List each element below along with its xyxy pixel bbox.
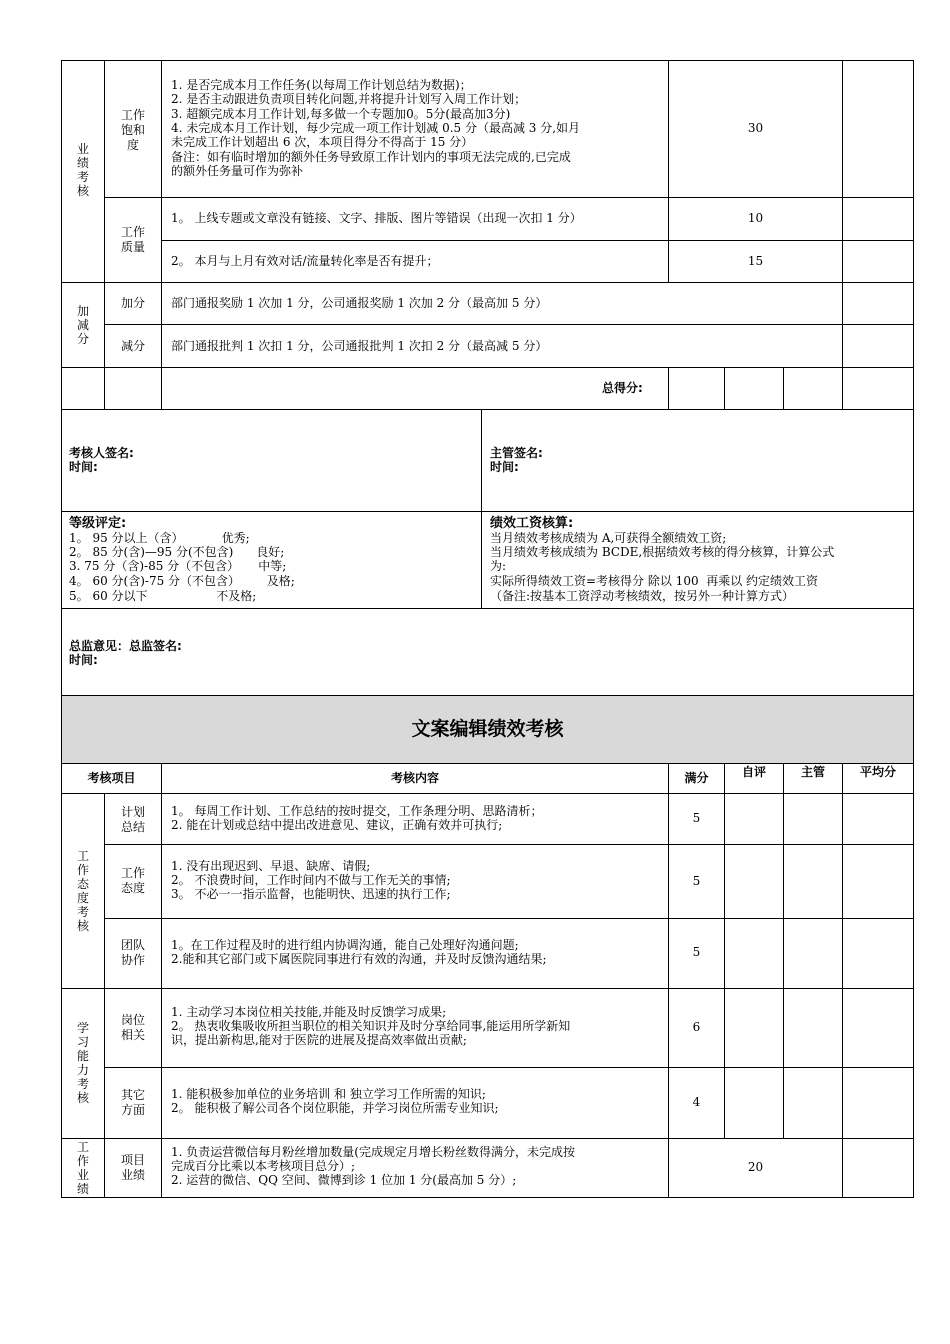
rule [842,60,843,410]
content-line: 2.能和其它部门或下属医院同事进行有效的沟通，并及时反馈沟通结果; [171,952,547,966]
rule [161,240,914,241]
rule [61,793,914,794]
rule [61,367,914,368]
rule [668,763,669,1198]
quality-item-1: 1。 上线专题或文章没有链接、文字、排版、图片等错误（出现一次扣 1 分） [171,211,582,225]
content-line: 3. 超额完成本月工作计划,每多做一个专题加0。5分(最高加3分) [171,107,511,121]
salary-line: 当月绩效考核成绩为 A,可获得全额绩效工资; [490,531,727,545]
assessor-time: 时间: [69,460,98,474]
quality-label: 工作 质量 [120,225,145,254]
salary-line: 为: [490,559,507,573]
grading-level: 1。 95 分以上（含） 优秀; [69,531,250,545]
content-line: 识，提出新构思,能对于医院的进展及提高效率做出贡献; [171,1033,467,1047]
rule [842,763,843,1198]
rule [61,60,62,1198]
header-item: 考核项目 [87,771,136,785]
rule [161,763,162,1198]
team-label: 团队 协作 [120,938,145,967]
rule [104,793,105,1198]
rule [61,409,914,410]
penalty-label: 减分 [120,339,145,353]
rule [61,282,914,283]
content-line: 2. 是否主动跟进负责项目转化问题,并将提升计划写入周工作计划； [171,92,527,106]
supervisor-signature: 主管签名: [490,446,543,460]
rule [104,1067,914,1068]
rule [61,608,914,609]
grading-title: 等级评定: [69,516,127,531]
post-score: 6 [692,1020,701,1034]
saturation-score: 30 [747,121,764,135]
grading-level: 2。 85 分(含)—95 分(不包含) 良好; [69,545,285,559]
director-signature: 总监意见：总监签名: [69,639,182,653]
grading-level: 3. 75 分（含)-85 分（不包含） 中等; [69,559,287,573]
rule [104,918,914,919]
grading-level: 4。 60 分(含)-75 分（不包含） 及格; [69,574,295,588]
attitude-group-label: 工作态度考核 [76,849,89,933]
content-line: 1. 能积极参加单位的业务培训 和 独立学习工作所需的知识; [171,1087,486,1101]
learning-group-label: 学习能力考核 [76,1021,89,1105]
content-line: 1。在工作过程及时的进行组内协调沟通，能自己处理好沟通问题; [171,938,519,952]
content-line: 3。 不必一一指示监督，也能明快、迅速的执行工作; [171,887,451,901]
content-line: 的额外任务量可作为弥补 [171,164,304,178]
content-line: 完成百分比乘以本考核项目总分）; [171,1159,356,1173]
content-line: 4. 未完成本月工作计划，每少完成一项工作计划减 0.5 分（最高减 3 分,如月 [171,121,581,135]
content-line: 1. 负责运营微信每月粉丝增加数量(完成规定月增长粉丝数得满分，未完成按 [171,1145,575,1159]
quality-item-2: 2。 本月与上月有效对话/流量转化率是否有提升； [171,254,439,268]
rule [783,367,784,410]
perf-group-label: 业绩考核 [76,142,89,198]
rule [104,324,914,325]
salary-line: 实际所得绩效工资=考核得分 除以 100 再乘以 约定绩效工资 [490,574,819,588]
director-time: 时间: [69,653,98,667]
rule [481,409,482,609]
salary-line: （备注:按基本工资浮动考核绩效，按另外一种计算方式） [490,589,795,603]
content-line: 2. 能在计划或总结中提出改进意见、建议，正确有效并可执行; [171,818,503,832]
rule [668,367,669,410]
salary-title: 绩效工资核算: [490,516,574,531]
plan-label: 计划 总结 [120,805,145,834]
header-self: 自评 [741,765,766,779]
rule [104,60,105,410]
header-content: 考核内容 [390,771,439,785]
attitude-score: 5 [692,874,701,888]
content-line: 2. 运营的微信、QQ 空间、微博到诊 1 位加 1 分(最高加 5 分）; [171,1173,517,1187]
content-line: 1. 没有出现迟到、早退、缺席、请假; [171,859,371,873]
quality-score-1: 10 [747,211,764,225]
rule [668,60,669,282]
supervisor-time: 时间: [490,460,519,474]
content-line: 2。 能积极了解公司各个岗位职能，并学习岗位所需专业知识; [171,1101,499,1115]
plan-score: 5 [692,811,701,825]
rule [61,1197,914,1198]
saturation-label: 工作 饱和 度 [120,108,145,152]
rule [913,60,914,1198]
rule [61,988,914,989]
penalty-text: 部门通报批判 1 次扣 1 分，公司通报批判 1 次扣 2 分（最高减 5 分） [171,339,548,353]
content-line: 1. 是否完成本月工作任务(以每周工作计划总结为数据)； [171,78,472,92]
project-label: 项目 业绩 [120,1153,145,1182]
header-full-score: 满分 [684,771,709,785]
attitude-label: 工作 态度 [120,866,145,895]
post-label: 岗位 相关 [120,1013,145,1042]
rule [724,367,725,410]
bonus-text: 部门通报奖励 1 次加 1 分，公司通报奖励 1 次加 2 分（最高加 5 分） [171,296,548,310]
rule [61,511,914,512]
other-score: 4 [692,1095,701,1109]
team-score: 5 [692,945,701,959]
header-average: 平均分 [859,765,896,779]
rule [104,197,914,198]
content-line: 2。 热衷收集吸收所担当职位的相关知识并及时分享给同事,能运用所学新知 [171,1019,571,1033]
content-line: 未完成工作计划超出 6 次，本项目得分不得高于 15 分） [171,135,474,149]
form-title: 文案编辑绩效考核 [411,718,564,740]
rule [783,763,784,1139]
bonus-label: 加分 [120,296,145,310]
total-score-label: 总得分: [602,381,643,395]
grading-level: 5。 60 分以下 不及格; [69,589,257,603]
other-label: 其它 方面 [120,1088,145,1117]
rule [61,60,914,61]
rule [724,763,725,1139]
content-line: 备注：如有临时增加的额外任务导致原工作计划内的事项无法完成的,已完成 [171,150,571,164]
assessor-signature: 考核人签名: [69,446,134,460]
salary-line: 当月绩效考核成绩为 BCDE,根据绩效考核的得分核算，计算公式 [490,545,835,559]
work-perf-group-label: 工作业绩 [76,1140,89,1196]
content-line: 2。 不浪费时间，工作时间内不做与工作无关的事情; [171,873,451,887]
rule [161,60,162,410]
quality-score-2: 15 [747,254,764,268]
content-line: 1. 主动学习本岗位相关技能,并能及时反馈学习成果; [171,1005,447,1019]
adjust-group-label: 加减分 [76,304,89,346]
rule [104,844,914,845]
rule [61,1138,914,1139]
header-supervisor: 主管 [800,765,825,779]
content-line: 1。 每周工作计划、工作总结的按时提交，工作条理分明、思路清析； [171,804,543,818]
project-score: 20 [747,1160,764,1174]
rule [61,763,914,764]
